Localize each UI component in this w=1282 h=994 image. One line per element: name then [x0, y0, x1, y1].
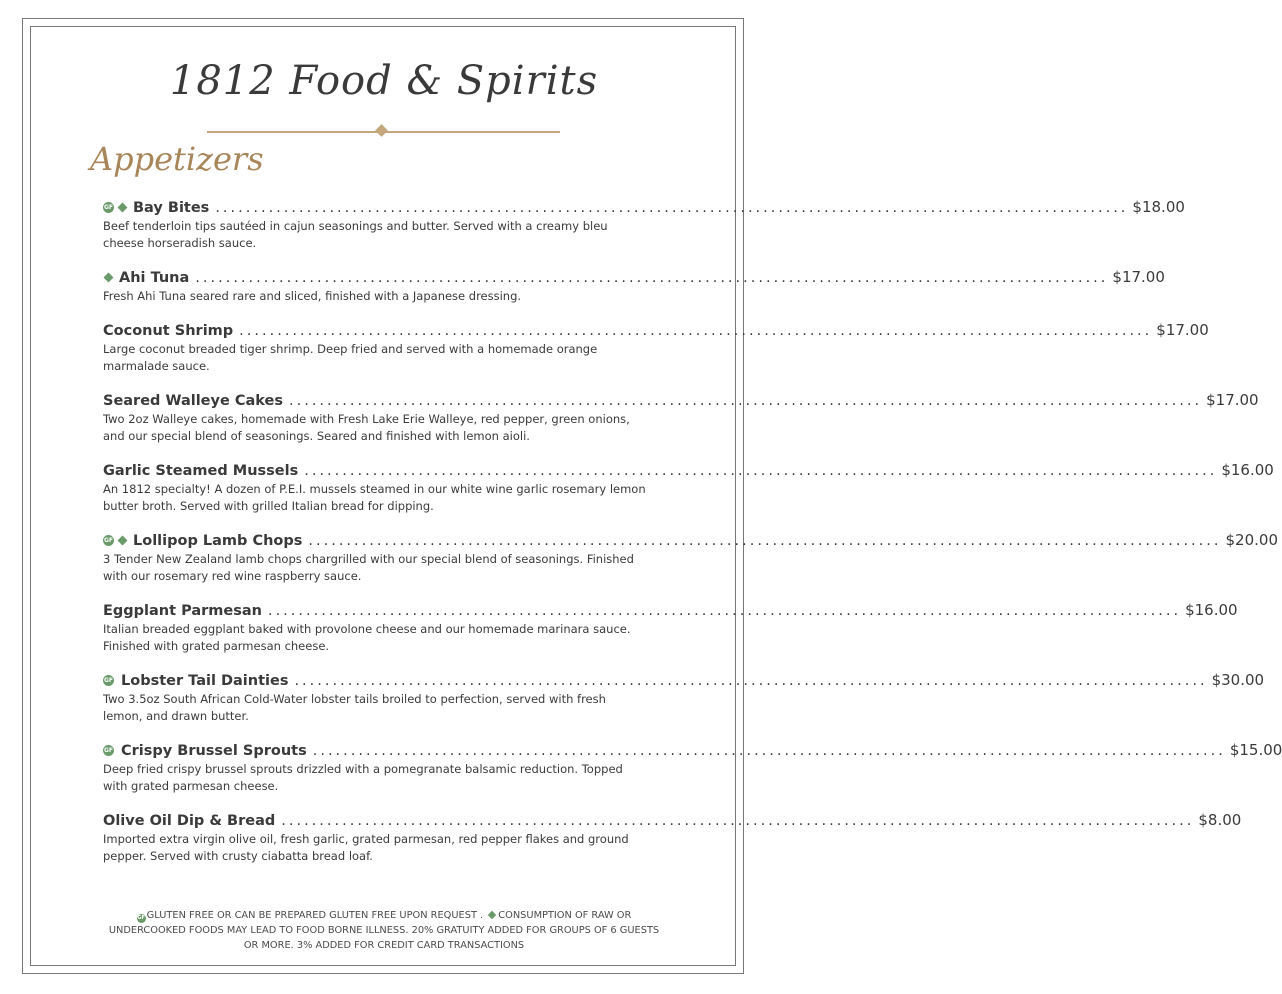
- gluten-free-note: GLUTEN FREE OR CAN BE PREPARED GLUTEN FREE UPON REQUEST .: [146, 910, 484, 921]
- dot-leader: ........................................................................................................................: [195, 270, 1109, 286]
- menu-item-header: [103, 671, 1265, 689]
- gluten-free-icon: GF: [103, 203, 114, 211]
- menu-item: [103, 811, 1242, 865]
- menu-item-name: Bay Bites: [133, 200, 210, 216]
- menu-item-markers: [103, 535, 129, 546]
- dot-leader: ........................................................................................................................: [281, 813, 1195, 829]
- raw-warning-diamond-icon: [488, 911, 496, 919]
- menu-item-markers: [103, 202, 129, 213]
- menu-item-price: $17.00: [1206, 391, 1259, 409]
- raw-warning-diamond-icon: [118, 535, 128, 545]
- menu-item-header: [103, 391, 1259, 409]
- menu-item-header: [103, 198, 1185, 216]
- menu-item-name: Lollipop Lamb Chops: [133, 533, 303, 549]
- menu-item-description: Fresh Ahi Tuna seared rare and sliced, finished with a Japanese dressing.: [103, 289, 522, 303]
- dot-leader: ........................................................................................................................: [304, 463, 1218, 479]
- raw-warning-diamond-icon: [118, 202, 128, 212]
- menu-item-price: $15.00: [1229, 741, 1282, 759]
- menu-item-header: [103, 461, 1274, 479]
- menu-item: [103, 741, 1282, 795]
- dot-leader: ........................................................................................................................: [294, 673, 1208, 689]
- menu-item-header: [103, 268, 1165, 286]
- title-divider: [207, 126, 560, 137]
- menu-item-price: $30.00: [1211, 671, 1265, 689]
- menu-item-price: $18.00: [1132, 198, 1185, 216]
- gluten-free-icon: GF: [137, 915, 145, 921]
- section-title: Appetizers: [90, 140, 264, 178]
- menu-item: [103, 268, 1165, 305]
- dot-leader: ........................................................................................................................: [215, 200, 1129, 216]
- dot-leader: ........................................................................................................................: [267, 603, 1182, 619]
- menu-item-name: Garlic Steamed Mussels: [103, 463, 299, 479]
- menu-item: [103, 671, 1265, 725]
- dot-leader: ........................................................................................................................: [308, 533, 1222, 549]
- restaurant-title: 1812 Food & Spirits: [169, 58, 599, 104]
- menu-item-price: $16.00: [1185, 601, 1238, 619]
- menu-item-header: [103, 601, 1238, 619]
- menu-item-description: 3 Tender New Zealand lamb chops chargrilled with our special blend of seasonings. Finished with our rosemary red wine raspberry sauce.: [103, 552, 634, 583]
- menu-item: [103, 198, 1185, 252]
- menu-item-price: $17.00: [1156, 321, 1209, 339]
- menu-item-header: [103, 741, 1282, 759]
- menu-item: [103, 461, 1274, 515]
- raw-warning-diamond-icon: [104, 272, 114, 282]
- menu-item-name: Olive Oil Dip & Bread: [103, 813, 276, 829]
- raw-food-note: CONSUMPTION OF RAW OR UNDERCOOKED FOODS MAY LEAD TO FOOD BORNE ILLNESS. 20% GRATUITY ADDED FOR GROUPS OF 6 GUESTS OR MORE. 3% ADDED FOR CREDIT CARD TRANSACTIONS: [108, 910, 660, 951]
- menu-item-description: Two 2oz Walleye cakes, homemade with Fresh Lake Erie Walleye, red pepper, green onions, and our special blend of seasonings. Seared and finished with lemon aioli.: [103, 412, 630, 443]
- menu-item-name: Eggplant Parmesan: [103, 603, 262, 619]
- menu-item-price: $20.00: [1225, 531, 1278, 549]
- menu-item-header: [103, 531, 1278, 549]
- menu-item-description: Imported extra virgin olive oil, fresh garlic, grated parmesan, red pepper flakes and ground pepper. Served with crusty ciabatta bread loaf.: [103, 832, 629, 863]
- menu-item-header: [103, 811, 1242, 829]
- menu-item-description: Two 3.5oz South African Cold-Water lobster tails broiled to perfection, served with fresh lemon, and drawn butter.: [103, 692, 606, 723]
- menu-item-name: Seared Walleye Cakes: [103, 393, 283, 409]
- gluten-free-icon: GF: [103, 676, 114, 684]
- dot-leader: ........................................................................................................................: [312, 743, 1226, 759]
- menu-item-price: $8.00: [1198, 811, 1242, 829]
- menu-item-header: [103, 321, 1209, 339]
- menu-item-name: Ahi Tuna: [119, 270, 190, 286]
- menu-item: [103, 391, 1259, 445]
- menu-item-name: Crispy Brussel Sprouts: [121, 743, 307, 759]
- menu-item: [103, 321, 1209, 375]
- menu-item-description: Beef tenderloin tips sautéed in cajun seasonings and butter. Served with a creamy bleu cheese horseradish sauce.: [103, 219, 608, 250]
- dot-leader: ........................................................................................................................: [289, 393, 1203, 409]
- menu-item-description: Deep fried crispy brussel sprouts drizzled with a pomegranate balsamic reduction. Topped with grated parmesan cheese.: [103, 762, 623, 793]
- menu-item-description: An 1812 specialty! A dozen of P.E.I. mussels steamed in our white wine garlic rosemary lemon butter broth. Served with grilled Italian bread for dipping.: [103, 482, 646, 513]
- menu-item-name: Lobster Tail Dainties: [121, 673, 289, 689]
- menu-footer-note: [104, 908, 664, 953]
- menu-item-price: $17.00: [1112, 268, 1165, 286]
- menu-item-name: Coconut Shrimp: [103, 323, 234, 339]
- dot-leader: ........................................................................................................................: [239, 323, 1153, 339]
- menu-item-description: Italian breaded eggplant baked with provolone cheese and our homemade marinara sauce. Finished with grated parmesan cheese.: [103, 622, 631, 653]
- menu-item: [103, 601, 1238, 655]
- menu-item-price: $16.00: [1221, 461, 1274, 479]
- menu-item-markers: [103, 745, 117, 756]
- gluten-free-icon: GF: [103, 536, 114, 544]
- menu-item: [103, 531, 1278, 585]
- divider-diamond-icon: [375, 124, 388, 137]
- menu-item-markers: [103, 675, 117, 686]
- gluten-free-icon: GF: [103, 746, 114, 754]
- menu-item-markers: [103, 274, 115, 281]
- menu-item-description: Large coconut breaded tiger shrimp. Deep fried and served with a homemade orange marmalade sauce.: [103, 342, 598, 373]
